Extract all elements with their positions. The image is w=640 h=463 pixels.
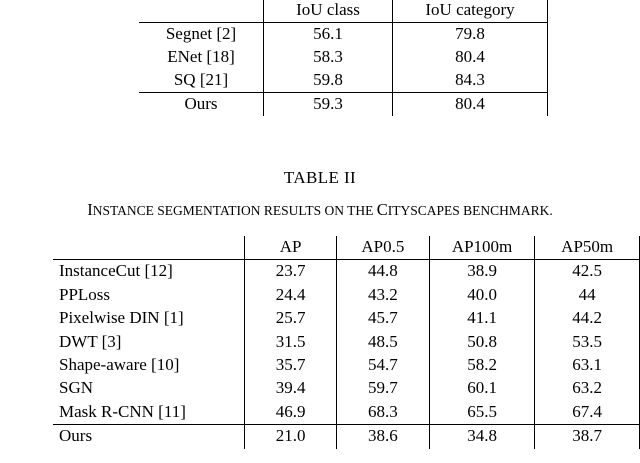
table2-row-name: Shape-aware [10] [59, 354, 180, 374]
table1-cell: 59.3 [264, 93, 393, 117]
table2-cell: 44 [535, 284, 640, 307]
table2-row-name: SGN [59, 378, 94, 398]
table2-cell: 35.7 [245, 354, 337, 377]
table2-cell: 53.5 [535, 331, 640, 354]
table-2-container [0, 236, 640, 449]
table2-cell: 40.0 [429, 284, 534, 307]
table-row [139, 0, 548, 23]
table2-cell: 58.2 [429, 354, 534, 377]
table-row [139, 23, 548, 47]
table2-cell: 38.6 [336, 425, 429, 449]
table2-col-ap50m: AP50m [535, 236, 640, 260]
caption-dropcap: I [87, 200, 93, 219]
table1-cell: 59.8 [264, 69, 393, 93]
table1-cell: 80.4 [393, 93, 548, 117]
table2-col-ap100m: AP100m [429, 236, 534, 260]
table2-cell: 50.8 [429, 331, 534, 354]
table-row [139, 46, 548, 69]
table2-cell: 31.5 [245, 331, 337, 354]
table1-col-iou-class: IoU class [264, 0, 393, 23]
table-row [53, 331, 640, 354]
table-row [53, 307, 640, 330]
instance-segmentation-table [53, 236, 640, 449]
caption-body-1: NSTANCE SEGMENTATION RESULTS ON THE [92, 203, 377, 218]
table2-cell: 68.3 [336, 401, 429, 425]
table2-cell: 63.2 [535, 377, 640, 400]
table1-col-iou-category: IoU category [393, 0, 548, 23]
table-2-caption [0, 168, 640, 220]
table2-cell: 21.0 [245, 425, 337, 449]
table-row [53, 236, 640, 260]
table1-cell: 79.8 [393, 23, 548, 47]
table1-row-name: Segnet [2] [139, 23, 264, 47]
semantic-segmentation-table [139, 0, 548, 116]
table2-cell: 38.7 [535, 425, 640, 449]
table2-empty-corner [53, 236, 245, 260]
table2-row-name-ours: Ours [53, 425, 245, 449]
table2-row-name: InstanceCut [12] [53, 260, 245, 284]
table2-cell: 60.1 [429, 377, 534, 400]
table2-cell: 34.8 [429, 425, 534, 449]
table2-cell: 65.5 [429, 401, 534, 425]
table2-cell: 43.2 [336, 284, 429, 307]
table2-cell: 38.9 [429, 260, 534, 284]
table2-col-ap05: AP0.5 [336, 236, 429, 260]
table-row [53, 377, 640, 400]
table2-cell: 48.5 [336, 331, 429, 354]
table2-row-name: Pixelwise DIN [1] [59, 308, 184, 328]
caption-dropcap-2: C [376, 200, 388, 219]
table2-col-ap: AP [245, 236, 337, 260]
table2-cell: 23.7 [245, 260, 337, 284]
table2-row-name: PPLoss [59, 284, 111, 304]
table2-cell: 54.7 [336, 354, 429, 377]
table2-cell: 41.1 [429, 307, 534, 330]
table2-cell: 59.7 [336, 377, 429, 400]
table2-cell: 44.2 [535, 307, 640, 330]
table1-empty-corner [139, 0, 264, 23]
table1-row-name-ours: Ours [139, 93, 264, 117]
table1-cell: 84.3 [393, 69, 548, 93]
table2-cell: 42.5 [535, 260, 640, 284]
table1-row-name: ENet [18] [167, 47, 235, 67]
table2-cell: 67.4 [535, 401, 640, 425]
table1-row-name: SQ [21] [173, 70, 229, 90]
table1-cell: 56.1 [264, 23, 393, 47]
caption-body-2: ITYSCAPES BENCHMARK. [387, 203, 553, 218]
table2-cell: 39.4 [245, 377, 337, 400]
table2-cell: 45.7 [336, 307, 429, 330]
table1-cell: 58.3 [264, 46, 393, 69]
table-row [53, 425, 640, 449]
table2-row-name: Mask R-CNN [11] [59, 401, 186, 421]
table-row [53, 284, 640, 307]
table1-cell: 80.4 [393, 46, 548, 69]
table-2-number: TABLE II [283, 168, 357, 187]
table-row [53, 260, 640, 284]
table2-cell: 44.8 [336, 260, 429, 284]
table-1-container [0, 0, 640, 116]
table2-cell: 63.1 [535, 354, 640, 377]
table-row [53, 401, 640, 425]
table2-cell: 46.9 [245, 401, 337, 425]
table2-cell: 24.4 [245, 284, 337, 307]
table-row [53, 354, 640, 377]
table-2-caption-text [0, 200, 640, 220]
table2-row-name: DWT [3] [59, 331, 122, 351]
table-row [139, 93, 548, 117]
table2-cell: 25.7 [245, 307, 337, 330]
table-row [139, 69, 548, 93]
